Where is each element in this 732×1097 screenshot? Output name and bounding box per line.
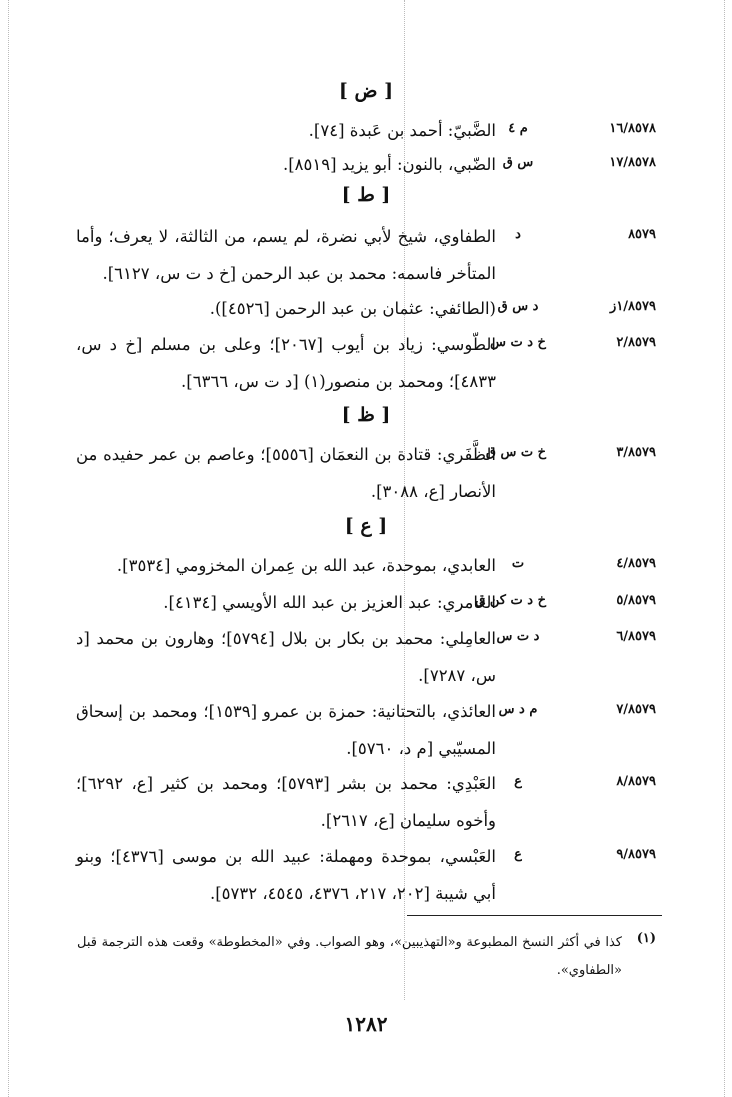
entry-symbols: م د س: [498, 702, 538, 717]
entry-symbols: د: [515, 227, 521, 242]
entry-symbols: ع: [514, 847, 522, 862]
entry-number: ٩/٨٥٧٩: [616, 847, 656, 862]
scan-line-left: [8, 0, 9, 1097]
entry-symbols: خ د ت كن ق: [475, 593, 546, 608]
entry-number: ٥/٨٥٧٩: [616, 593, 656, 608]
entry-symbols: خ د ت س: [490, 335, 546, 350]
entry-text: العَامري: عبد العزيز بن عبد الله الأويسي [٤١٣٤].: [163, 593, 496, 612]
footnote-divider: [407, 915, 662, 916]
entry-symbols: س ق: [502, 155, 534, 170]
entry-number: ٣/٨٥٧٩: [616, 445, 656, 460]
entry-text: العَبْدِي: محمد بن بشر [٥٧٩٣]؛ ومحمد بن كثير [ع، ٦٢٩٢]؛ وأخوه سليمان [ع، ٢٦١٧].: [76, 774, 496, 830]
entry-symbols: خ ت س ق: [485, 445, 546, 460]
entry-number: ١٦/٨٥٧٨: [609, 121, 656, 136]
entry-number: ٧/٨٥٧٩: [616, 702, 656, 717]
footnote-marker: (١): [636, 931, 656, 946]
entry-symbols: د ت س: [496, 629, 540, 644]
entry-text: العامِلي: محمد بن بكار بن بلال [٥٧٩٤]؛ وهارون بن محمد [د س، ٧٢٨٧].: [76, 629, 496, 685]
entry-number: ٦/٨٥٧٩: [616, 629, 656, 644]
entry-number: ٢/٨٥٧٩: [616, 335, 656, 350]
scan-line-right: [724, 0, 725, 1097]
entry-symbols: ت: [511, 556, 525, 571]
entry-number: ١٧/٨٥٧٨: [609, 155, 656, 170]
entry-number: ٤/٨٥٧٩: [616, 556, 656, 571]
entry-symbols: د س ق: [497, 299, 539, 314]
entry-text: (الطائفي: عثمان بن عبد الرحمن [٤٥٢٦]).: [209, 299, 496, 318]
page-number: ١٢٨٢: [344, 1012, 388, 1036]
entry-text: الضّبي، بالنون: أبو يزيد [٨٥١٩].: [282, 155, 496, 174]
entry-number: ٨٥٧٩: [628, 227, 656, 242]
entry-text: الطّوسي: زياد بن أيوب [٢٠٦٧]؛ وعلى بن مسلم [خ د س، ٤٨٣٣]؛ ومحمد بن منصور(١) [د ت س، ٦٣٦٦].: [76, 335, 496, 391]
entry-text: العَبْسي، بموحدة ومهملة: عبيد الله بن موسى [٤٣٧٦]؛ وبنو أبي شيبة [٢٠٢، ٢١٧، ٤٣٧٦، ٤٥٤٥، ٥٧٣٢].: [76, 847, 496, 903]
entry-text: الضَّبيّ: أحمد بن عَبدة [٧٤].: [308, 121, 496, 140]
entry-symbols: ع: [514, 774, 522, 789]
section-heading-dad: [ ض ]: [338, 80, 394, 102]
entry-number: ١/٨٥٧٩ز: [610, 299, 656, 314]
section-heading-ayn: [ ع ]: [344, 515, 388, 537]
entry-text: العائذي، بالتحتانية: حمزة بن عمرو [١٥٣٩]؛ ومحمد بن إسحاق المسيّبي [م د، ٥٧٦٠].: [76, 702, 496, 758]
section-heading-zaa: [ ظ ]: [341, 404, 391, 426]
footnote-text: كذا في أكثر النسخ المطبوعة و«التهذيبين»، وهو الصواب. وفي «المخطوطة» وقعت هذه الترجمة قبل «الطفاوي».: [77, 935, 622, 978]
entry-text: العابدي، بموحدة، عبد الله بن عِمران المخزومي [٣٥٣٤].: [116, 556, 496, 575]
entry-symbols: م ٤: [508, 121, 528, 136]
section-heading-taa: [ ط ]: [341, 184, 391, 206]
entry-text: الطفاوي، شيخ لأبي نضرة، لم يسم، من الثالثة، لا يعرف؛ وأما المتأخر فاسمه: محمد بن عبد الرحمن [خ د ت س، ٦١٢٧].: [76, 227, 496, 283]
entry-text: الظَّفَري: قتادة بن النعمَان [٥٥٥٦]؛ وعاصم بن عمر حفيده من الأنصار [ع، ٣٠٨٨].: [76, 445, 497, 501]
entry-number: ٨/٨٥٧٩: [616, 774, 656, 789]
